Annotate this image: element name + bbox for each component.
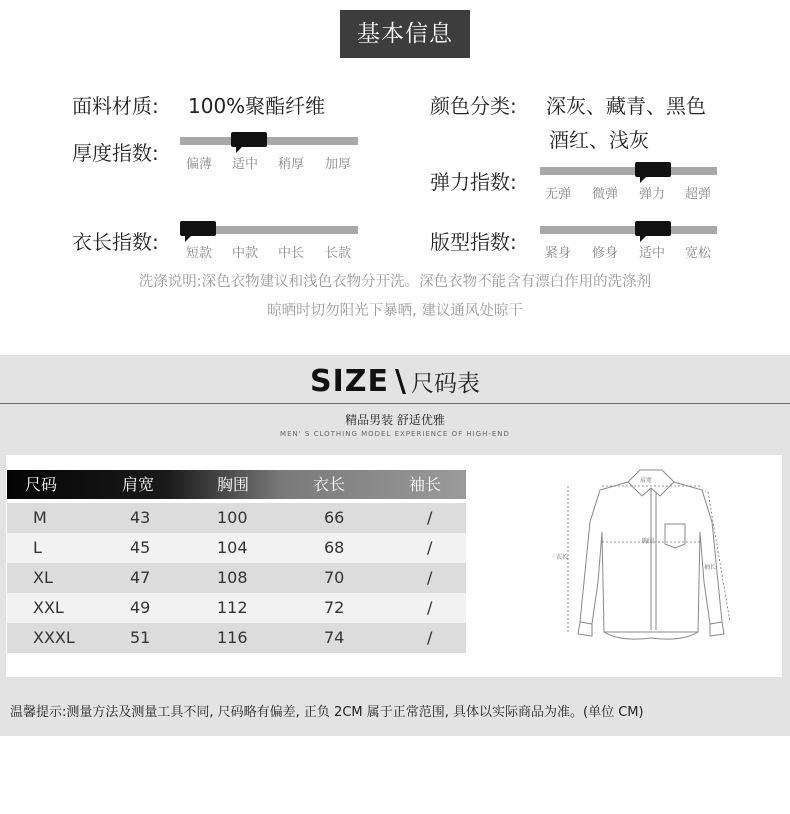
color-label: 颜色分类:: [430, 94, 517, 118]
size-table-header: [7, 470, 466, 499]
elasticity-option-1: 无弹: [545, 187, 572, 202]
length-option-1: 短款: [186, 246, 213, 261]
length-label: 衣长指数:: [72, 230, 159, 254]
cell-size: XXL: [33, 598, 64, 617]
cell-length: 66: [324, 508, 345, 527]
table-row: [7, 563, 466, 593]
thickness-scale: [180, 137, 360, 177]
thickness-option-4: 加厚: [325, 157, 352, 172]
cell-sleeve: /: [427, 508, 433, 527]
size-table: [7, 470, 466, 653]
fit-option-4: 宽松: [685, 246, 712, 261]
cell-size: L: [33, 538, 42, 557]
fit-scale: [540, 226, 720, 266]
table-row: [7, 593, 466, 623]
size-divider: [0, 403, 790, 404]
cell-chest: 104: [217, 538, 248, 557]
cell-sleeve: /: [427, 538, 433, 557]
fit-label: 版型指数:: [430, 230, 517, 254]
size-chart-title: [0, 364, 790, 399]
fabric-label: 面料材质:: [72, 94, 159, 118]
cell-size: XL: [33, 568, 53, 587]
elasticity-option-2: 微弹: [592, 187, 619, 202]
header-chest: 胸围: [217, 475, 250, 494]
color-value-line2: 酒红、浅灰: [549, 128, 649, 152]
cell-shoulder: 45: [130, 538, 151, 557]
fit-option-2: 修身: [592, 246, 619, 261]
cell-length: 74: [324, 628, 345, 647]
cell-length: 72: [324, 598, 345, 617]
fit-option-1: 紧身: [545, 246, 572, 261]
diagram-label-chest: 胸围: [642, 538, 655, 545]
cell-chest: 100: [217, 508, 248, 527]
cell-sleeve: /: [427, 598, 433, 617]
header-length: 衣长: [313, 475, 346, 494]
color-value-line1: 深灰、藏青、黑色: [546, 94, 706, 118]
cell-sleeve: /: [427, 628, 433, 647]
washing-instructions-line1: 洗涤说明:深色衣物建议和浅色衣物分开洗。深色衣物不能含有漂白作用的洗涤剂: [138, 274, 652, 290]
elasticity-label: 弹力指数:: [430, 170, 517, 194]
thickness-marker: [231, 132, 267, 147]
table-row: [7, 623, 466, 653]
shirt-measurement-diagram: [540, 462, 760, 650]
fit-bar: [540, 226, 717, 234]
size-subtitle: 精品男装 舒适优雅: [345, 413, 445, 427]
diagram-label-shoulder: 肩宽: [640, 477, 653, 484]
cell-chest: 116: [217, 628, 248, 647]
cell-shoulder: 43: [130, 508, 151, 527]
length-option-3: 中长: [278, 246, 305, 261]
length-option-2: 中款: [232, 246, 259, 261]
length-scale: [180, 226, 360, 266]
cell-chest: 108: [217, 568, 248, 587]
elasticity-option-4: 超弹: [685, 187, 712, 202]
elasticity-marker: [635, 162, 671, 177]
size-subtitle-en: MEN' S CLOTHING MODEL EXPERIENCE OF HIGH-END: [280, 430, 510, 438]
diagram-label-sleeve: 袖长: [704, 564, 717, 571]
thickness-option-3: 稍厚: [278, 157, 305, 172]
size-tip: 温馨提示:测量方法及测量工具不同, 尺码略有偏差, 正负 2CM 属于正常范围, 具体以实际商品为准。(单位 CM): [10, 705, 644, 720]
fit-option-3: 适中: [639, 246, 666, 261]
length-marker: [180, 221, 216, 236]
cell-shoulder: 51: [130, 628, 151, 647]
cell-chest: 112: [217, 598, 248, 617]
header-sleeve: 袖长: [409, 475, 442, 494]
diagram-label-length: 衣长: [556, 554, 569, 561]
cell-size: XXXL: [33, 628, 75, 647]
elasticity-option-3: 弹力: [639, 187, 666, 202]
thickness-option-1: 偏薄: [186, 157, 213, 172]
cell-length: 70: [324, 568, 345, 587]
thickness-label: 厚度指数:: [72, 141, 159, 165]
elasticity-bar: [540, 167, 717, 175]
cell-shoulder: 47: [130, 568, 151, 587]
header-shoulder: 肩宽: [122, 475, 155, 494]
elasticity-scale: [540, 167, 720, 207]
thickness-bar: [180, 137, 358, 145]
size-title-en: SIZE: [310, 364, 390, 399]
washing-instructions-line2: 晾晒时切勿阳光下暴晒, 建议通风处晾干: [267, 303, 523, 319]
cell-length: 68: [324, 538, 345, 557]
size-title-cn: 尺码表: [410, 371, 480, 397]
table-row: [7, 503, 466, 533]
length-option-4: 长款: [325, 246, 352, 261]
table-row: [7, 533, 466, 563]
size-title-separator: \: [395, 364, 407, 399]
thickness-option-2: 适中: [232, 157, 259, 172]
fit-marker: [635, 221, 671, 236]
shirt-outline-icon: [540, 462, 760, 650]
cell-size: M: [33, 508, 47, 527]
cell-shoulder: 49: [130, 598, 151, 617]
cell-sleeve: /: [427, 568, 433, 587]
fabric-value: 100%聚酯纤维: [188, 94, 326, 118]
header-size: 尺码: [25, 475, 58, 494]
section-title-basic-info: 基本信息: [340, 10, 470, 58]
